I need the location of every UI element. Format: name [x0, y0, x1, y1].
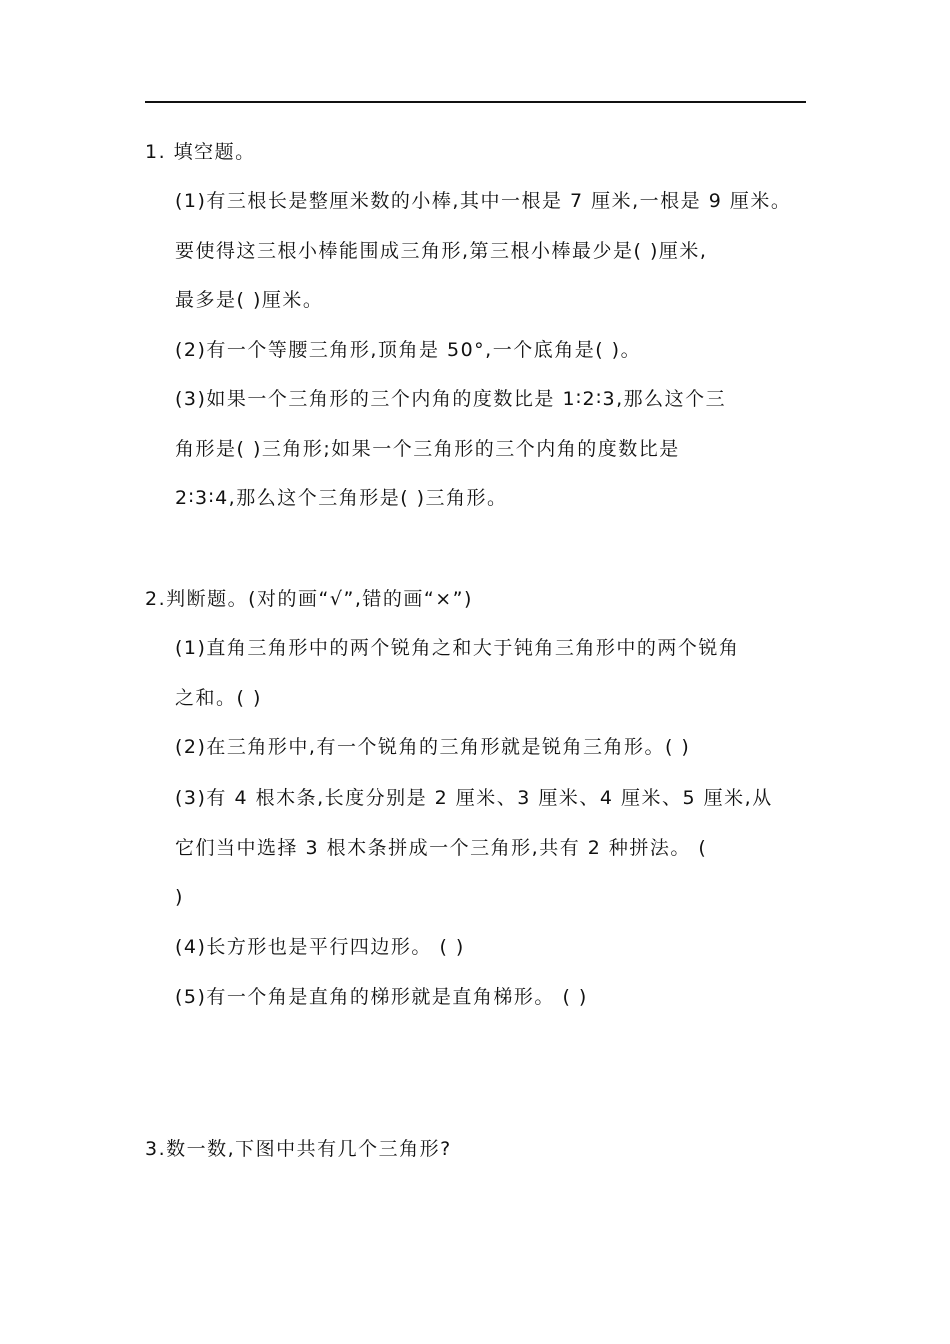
s1-line-5: (3)如果一个三角形的三个内角的度数比是 1∶2∶3,那么这个三	[175, 388, 727, 410]
s2-line-3: (2)在三角形中,有一个锐角的三角形就是锐角三角形。( )	[175, 736, 691, 758]
s2-line-6: )	[175, 886, 184, 908]
s1-line-2: 要使得这三根小棒能围成三角形,第三根小棒最少是( )厘米,	[175, 240, 708, 262]
header-rule	[145, 101, 806, 103]
s2-line-1: (1)直角三角形中的两个锐角之和大于钝角三角形中的两个锐角	[175, 637, 740, 659]
s2-line-4: (3)有 4 根木条,长度分别是 2 厘米、3 厘米、4 厘米、5 厘米,从	[175, 787, 773, 809]
section-3-heading: 3.数一数,下图中共有几个三角形?	[145, 1138, 452, 1160]
s1-line-1: (1)有三根长是整厘米数的小棒,其中一根是 7 厘米,一根是 9 厘米。	[175, 190, 792, 212]
section-1-heading: 1. 填空题。	[145, 141, 256, 163]
section-2-heading: 2.判断题。(对的画“√”,错的画“×”)	[145, 588, 473, 610]
s1-line-4: (2)有一个等腰三角形,顶角是 50°,一个底角是( )。	[175, 339, 642, 361]
s1-line-6: 角形是( )三角形;如果一个三角形的三个内角的度数比是	[175, 438, 680, 460]
s2-line-7: (4)长方形也是平行四边形。 ( )	[175, 936, 465, 958]
s2-line-2: 之和。( )	[175, 687, 262, 709]
s1-line-3: 最多是( )厘米。	[175, 289, 324, 311]
s2-line-8: (5)有一个角是直角的梯形就是直角梯形。 ( )	[175, 986, 588, 1008]
s1-line-7: 2∶3∶4,那么这个三角形是( )三角形。	[175, 487, 508, 509]
s2-line-5: 它们当中选择 3 根木条拼成一个三角形,共有 2 种拼法。 (	[175, 837, 708, 859]
